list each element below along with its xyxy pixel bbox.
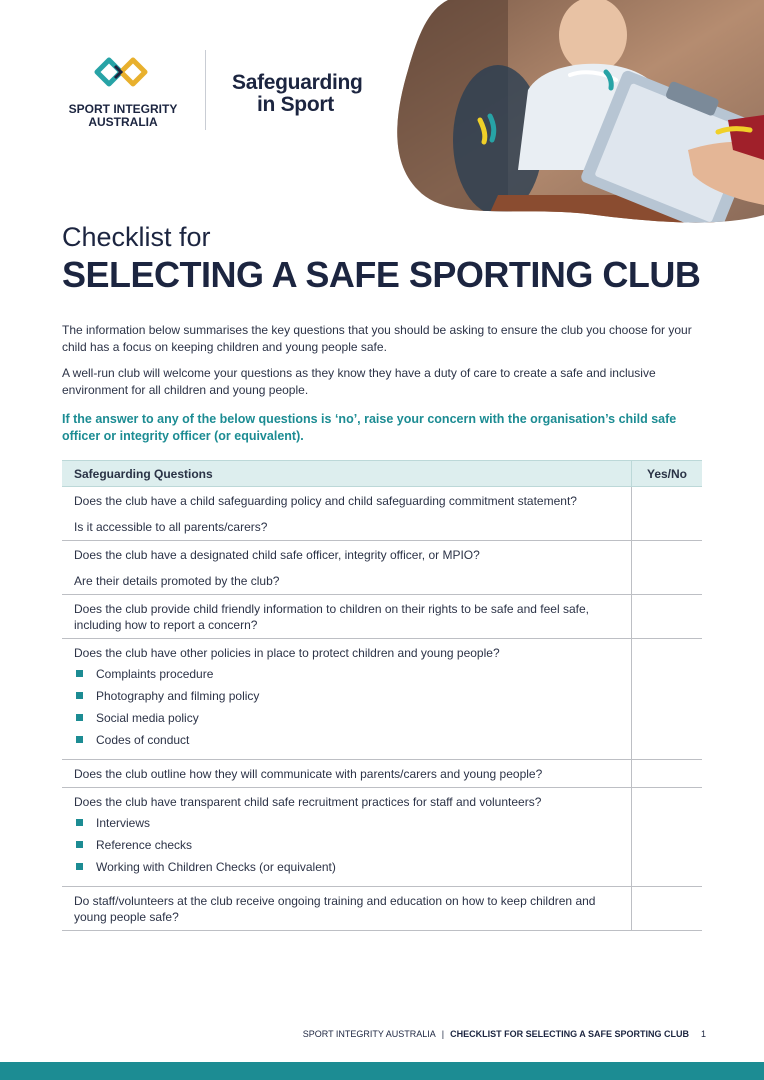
table-row xyxy=(62,788,702,887)
yes-no-cell[interactable] xyxy=(632,487,703,541)
question-text: Does the club outline how they will communicate with parents/carers and young people? xyxy=(74,767,543,781)
question-cell xyxy=(62,887,632,931)
table-row xyxy=(62,887,702,931)
header-questions: Safeguarding Questions xyxy=(62,461,632,487)
list-item: Photography and filming policy xyxy=(74,688,619,704)
table-row xyxy=(62,639,702,760)
square-bullet-icon xyxy=(76,692,83,699)
question-text: Does the club provide child friendly information to children on their rights to be safe and feel safe, including how to report a concern? xyxy=(74,602,589,632)
question-cell xyxy=(62,595,632,639)
list-item: Codes of conduct xyxy=(74,732,619,748)
question-cell xyxy=(62,541,632,595)
question-text: Are their details promoted by the club? xyxy=(74,574,280,588)
page-footer xyxy=(303,1029,706,1039)
square-bullet-icon xyxy=(76,736,83,743)
question-text: Do staff/volunteers at the club receive ongoing training and education on how to keep children and young people safe? xyxy=(74,894,596,924)
intro-paragraph: The information below summarises the key questions that you should be asking to ensure the club you choose for your child has a focus on keeping children and young people safe. xyxy=(62,323,692,354)
table-row xyxy=(62,595,702,639)
list-item: Reference checks xyxy=(74,837,619,853)
yes-no-cell[interactable] xyxy=(632,887,703,931)
header-yes-no: Yes/No xyxy=(632,461,703,487)
question-text: Does the club have a child safeguarding policy and child safeguarding commitment statement? xyxy=(74,494,577,508)
yes-no-cell[interactable] xyxy=(632,788,703,887)
question-cell xyxy=(62,760,632,788)
yes-no-cell[interactable] xyxy=(632,595,703,639)
footer-bar xyxy=(0,1062,764,1080)
square-bullet-icon xyxy=(76,819,83,826)
square-bullet-icon xyxy=(76,841,83,848)
intro-text xyxy=(62,322,707,408)
bullet-list xyxy=(74,815,619,875)
question-cell xyxy=(62,788,632,887)
list-item: Complaints procedure xyxy=(74,666,619,682)
list-item: Social media policy xyxy=(74,710,619,726)
table-header-row xyxy=(62,461,702,487)
table-row xyxy=(62,487,702,541)
footer-separator: | xyxy=(441,1029,445,1039)
bullet-list xyxy=(74,666,619,748)
footer-doc-title: CHECKLIST FOR SELECTING A SAFE SPORTING CLUB xyxy=(450,1029,689,1039)
question-text: Does the club have a designated child safe officer, integrity officer, or MPIO? xyxy=(74,548,480,562)
org-name: SPORT INTEGRITY AUSTRALIA xyxy=(68,102,178,129)
yes-no-cell[interactable] xyxy=(632,639,703,760)
yes-no-cell[interactable] xyxy=(632,541,703,595)
question-text: Does the club have transparent child safe recruitment practices for staff and volunteers? xyxy=(74,795,542,809)
callout-text: If the answer to any of the below questions is ‘no’, raise your concern with the organisation’s child safe officer or integrity officer (or equivalent). xyxy=(62,412,677,443)
question-text: Does the club have other policies in place to protect children and young people? xyxy=(74,646,500,660)
hero-photo xyxy=(388,0,764,228)
square-bullet-icon xyxy=(76,714,83,721)
square-bullet-icon xyxy=(76,863,83,870)
page-title: SELECTING A SAFE SPORTING CLUB xyxy=(62,254,701,295)
list-item: Interviews xyxy=(74,815,619,831)
question-text: Is it accessible to all parents/carers? xyxy=(74,520,268,534)
table-row xyxy=(62,760,702,788)
program-name: Safeguarding in Sport xyxy=(232,71,363,116)
intro-paragraph: A well-run club will welcome your questions as they know they have a duty of care to create a safe and inclusive environment for all children and young people. xyxy=(62,366,656,397)
question-cell xyxy=(62,487,632,541)
table-row xyxy=(62,541,702,595)
footer-org: SPORT INTEGRITY AUSTRALIA xyxy=(302,1029,436,1039)
safeguarding-checklist-table xyxy=(62,460,702,931)
title-small: Checklist for xyxy=(62,222,211,252)
logo-divider xyxy=(205,50,206,130)
sport-integrity-logo-icon xyxy=(93,52,149,92)
page-number: 1 xyxy=(700,1029,706,1039)
yes-no-cell[interactable] xyxy=(632,760,703,788)
question-cell xyxy=(62,639,632,760)
square-bullet-icon xyxy=(76,670,83,677)
list-item: Working with Children Checks (or equivalent) xyxy=(74,859,619,875)
